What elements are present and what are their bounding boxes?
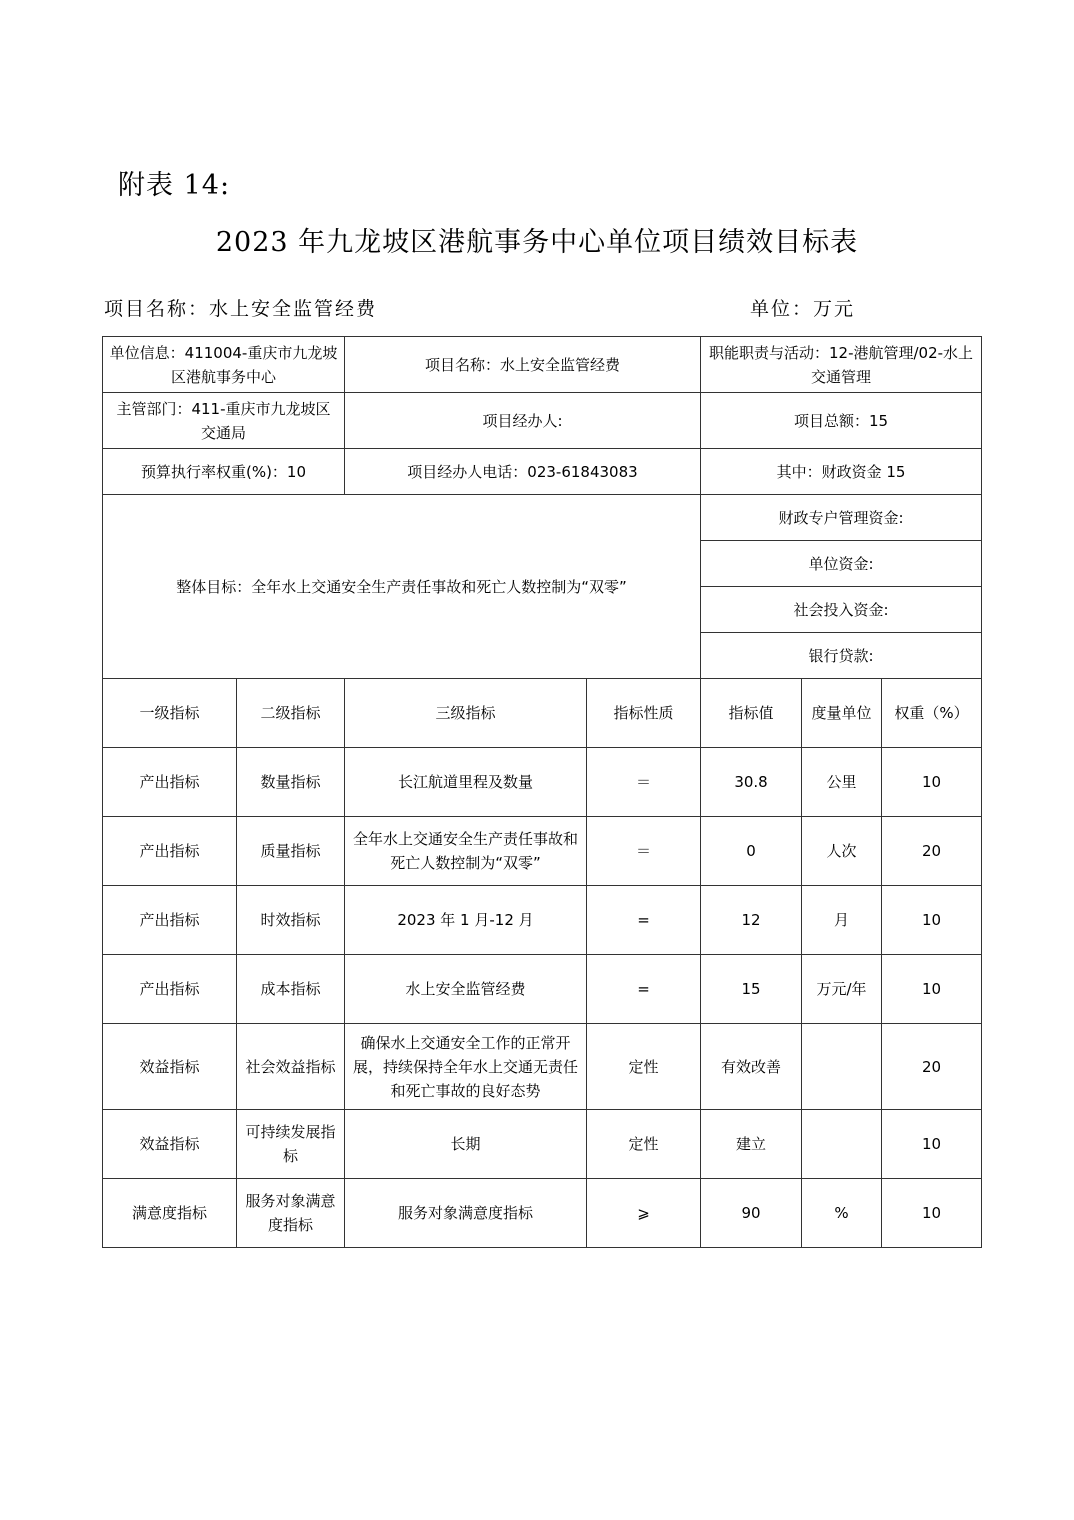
level3-cell: 全年水上交通安全生产责任事故和死亡人数控制为“双零” — [345, 817, 587, 886]
value-cell: 建立 — [701, 1110, 802, 1179]
table-row — [103, 886, 982, 955]
level1-cell: 满意度指标 — [103, 1179, 237, 1248]
unit-fund-cell: 单位资金: — [701, 541, 982, 587]
nature-cell: ⩾ — [587, 1179, 701, 1248]
column-header: 二级指标 — [237, 679, 345, 748]
level3-cell: 2023 年 1 月-12 月 — [345, 886, 587, 955]
column-header: 一级指标 — [103, 679, 237, 748]
unit-cell — [802, 1110, 882, 1179]
performance-table — [102, 336, 982, 1248]
project-name-cell: 项目名称：水上安全监管经费 — [345, 337, 701, 393]
value-cell: 0 — [701, 817, 802, 886]
value-cell: 有效改善 — [701, 1024, 802, 1110]
nature-cell: 定性 — [587, 1110, 701, 1179]
column-header: 度量单位 — [802, 679, 882, 748]
fiscal-cell: 其中：财政资金 15 — [701, 449, 982, 495]
nature-cell: = — [587, 955, 701, 1024]
table-row — [103, 1024, 982, 1110]
weight-value-cell: 10 — [882, 1110, 982, 1179]
table-row — [103, 817, 982, 886]
column-header: 权重（%） — [882, 679, 982, 748]
special-fund-cell: 财政专户管理资金: — [701, 495, 982, 541]
unit-cell: 月 — [802, 886, 882, 955]
nature-cell: = — [587, 886, 701, 955]
value-cell: 90 — [701, 1179, 802, 1248]
unit-line: 单位：万元 — [750, 298, 856, 320]
column-header: 指标性质 — [587, 679, 701, 748]
info-row-4 — [103, 495, 982, 541]
bank-loan-cell: 银行贷款: — [701, 633, 982, 679]
level1-cell: 产出指标 — [103, 886, 237, 955]
level1-cell: 产出指标 — [103, 955, 237, 1024]
level1-cell: 效益指标 — [103, 1024, 237, 1110]
level2-cell: 数量指标 — [237, 748, 345, 817]
level3-cell: 确保水上交通安全工作的正常开展，持续保持全年水上交通无责任和死亡事故的良好态势 — [345, 1024, 587, 1110]
level3-cell: 长江航道里程及数量 — [345, 748, 587, 817]
level1-cell: 效益指标 — [103, 1110, 237, 1179]
nature-cell: ＝ — [587, 748, 701, 817]
value-cell: 12 — [701, 886, 802, 955]
appendix-label: 附表 14: — [118, 170, 231, 201]
column-header: 指标值 — [701, 679, 802, 748]
level2-cell: 社会效益指标 — [237, 1024, 345, 1110]
unit-cell — [802, 1024, 882, 1110]
overall-goal-cell: 整体目标：全年水上交通安全生产责任事故和死亡人数控制为“双零” — [103, 495, 701, 679]
table-row — [103, 1179, 982, 1248]
social-fund-cell: 社会投入资金: — [701, 587, 982, 633]
unit-info-cell: 单位信息：411004-重庆市九龙坡区港航事务中心 — [103, 337, 345, 393]
table-row — [103, 1110, 982, 1179]
value-cell: 15 — [701, 955, 802, 1024]
level3-cell: 水上安全监管经费 — [345, 955, 587, 1024]
level1-cell: 产出指标 — [103, 817, 237, 886]
level2-cell: 质量指标 — [237, 817, 345, 886]
weight-value-cell: 10 — [882, 886, 982, 955]
info-row-2 — [103, 393, 982, 449]
value-cell: 30.8 — [701, 748, 802, 817]
unit-cell: % — [802, 1179, 882, 1248]
phone-cell: 项目经办人电话：023-61843083 — [345, 449, 701, 495]
column-header-row — [103, 679, 982, 748]
unit-cell: 公里 — [802, 748, 882, 817]
nature-cell: ＝ — [587, 817, 701, 886]
level2-cell: 服务对象满意度指标 — [237, 1179, 345, 1248]
table-row — [103, 748, 982, 817]
project-name-line: 项目名称：水上安全监管经费 — [104, 298, 378, 320]
level1-cell: 产出指标 — [103, 748, 237, 817]
level2-cell: 时效指标 — [237, 886, 345, 955]
level3-cell: 长期 — [345, 1110, 587, 1179]
nature-cell: 定性 — [587, 1024, 701, 1110]
unit-cell: 万元/年 — [802, 955, 882, 1024]
weight-value-cell: 20 — [882, 817, 982, 886]
level2-cell: 可持续发展指标 — [237, 1110, 345, 1179]
weight-value-cell: 10 — [882, 955, 982, 1024]
info-row-3 — [103, 449, 982, 495]
column-header: 三级指标 — [345, 679, 587, 748]
unit-cell: 人次 — [802, 817, 882, 886]
info-row-1 — [103, 337, 982, 393]
handler-cell: 项目经办人: — [345, 393, 701, 449]
total-cell: 项目总额：15 — [701, 393, 982, 449]
level2-cell: 成本指标 — [237, 955, 345, 1024]
function-cell: 职能职责与活动：12-港航管理/02-水上交通管理 — [701, 337, 982, 393]
weight-cell: 预算执行率权重(%)：10 — [103, 449, 345, 495]
page-title: 2023 年九龙坡区港航事务中心单位项目绩效目标表 — [215, 227, 859, 258]
table-row — [103, 955, 982, 1024]
weight-value-cell: 10 — [882, 748, 982, 817]
weight-value-cell: 20 — [882, 1024, 982, 1110]
dept-cell: 主管部门：411-重庆市九龙坡区交通局 — [103, 393, 345, 449]
weight-value-cell: 10 — [882, 1179, 982, 1248]
level3-cell: 服务对象满意度指标 — [345, 1179, 587, 1248]
